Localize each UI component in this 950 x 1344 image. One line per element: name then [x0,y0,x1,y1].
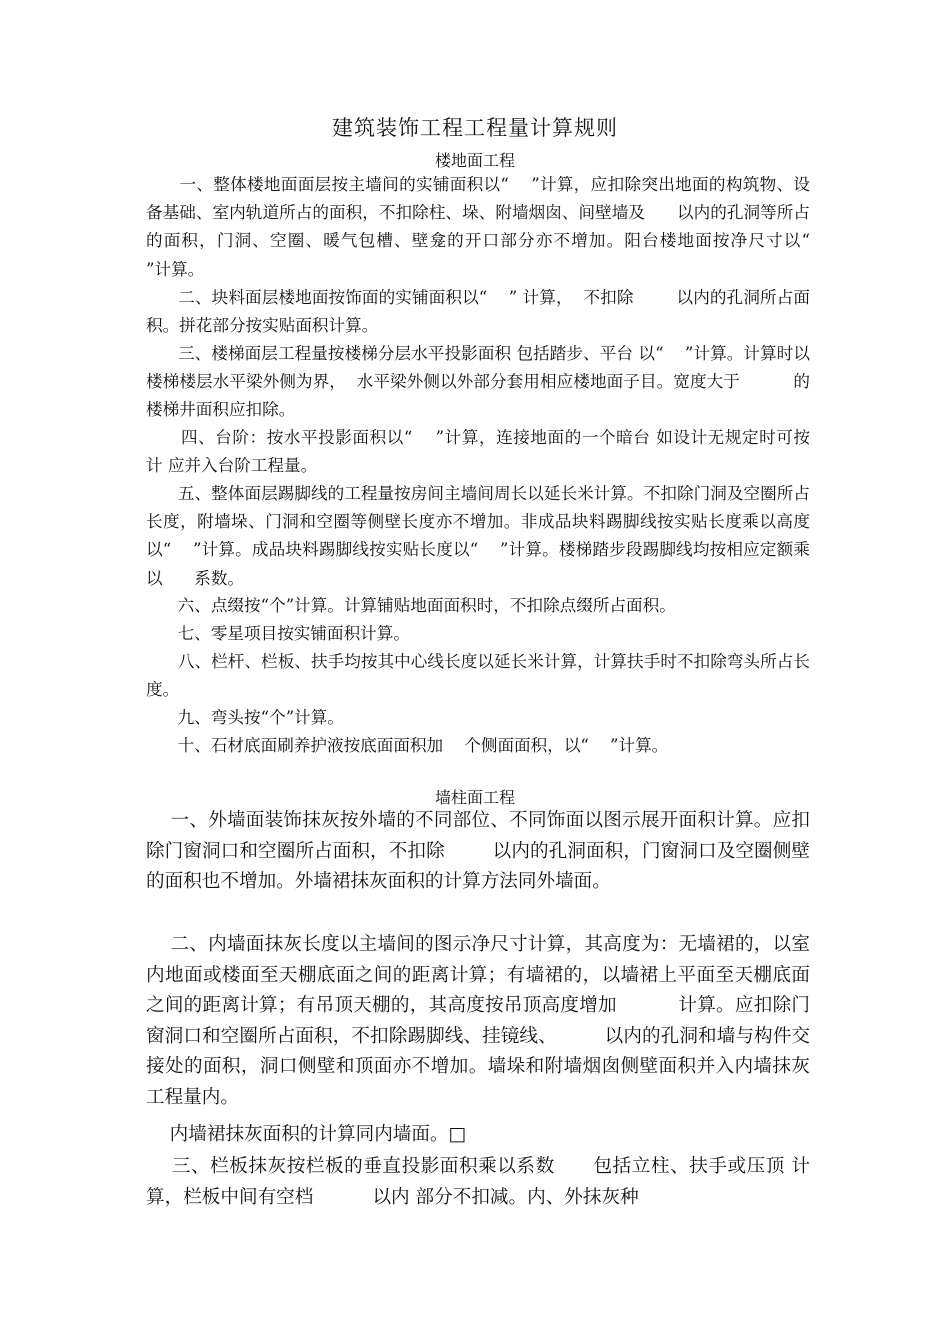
wall-paragraph-2: 二、内墙面抹灰长度以主墙间的图示净尺寸计算，其高度为：无墙裙的，以室内地面或楼面至天棚底面之间的距离计算；有墙裙的，以墙裙上平面至天棚底面之间的距离计算；有吊顶天棚的，其高度按吊顶高度增加 计算。应扣除门窗洞口和空圈所占面积，不扣除踢脚线、挂镜线、 以内的孔洞和墙与构件交接处的面积，洞口侧壁和顶面亦不增加。墙垛和附墙烟囱侧壁面积并入内墙抹灰工程量内。 [146,934,810,1108]
wall-paragraph-4: 三、栏板抹灰按栏板的垂直投影面积乘以系数 包括立柱、扶手或压顶 计算，栏板中间有空档 以内 部分不扣减。内、外抹灰种 [146,1156,810,1208]
section-heading-floor: 楼地面工程 [434,151,515,170]
floor-paragraph-3: 三、楼梯面层工程量按楼梯分层水平投影面积 包括踏步、平台 以“ ”计算。计算时以楼梯楼层水平梁外侧为界， 水平梁外侧以外部分套用相应楼地面子目。宽度大于 的楼梯井面积应扣除。 [146,344,810,420]
floor-paragraph-5: 五、整体面层踢脚线的工程量按房间主墙间周长以延长米计算。不扣除门洞及空圈所占长度，附墙垛、门洞和空圈等侧壁长度亦不增加。非成品块料踢脚线按实贴长度乘以高度以“ ”计算。成品块料踢脚线按实贴长度以“ ”计算。楼梯踏步段踢脚线均按相应定额乘以 系数。 [146,484,810,588]
floor-paragraph-6: 六、点缀按“个”计算。计算铺贴地面面积时，不扣除点缀所占面积。 [146,596,676,615]
section-heading-wall: 墙柱面工程 [434,788,515,807]
wall-paragraph-1: 一、外墙面装饰抹灰按外墙的不同部位、不同饰面以图示展开面积计算。应扣除门窗洞口和空圈所占面积，不扣除 以内的孔洞面积，门窗洞口及空圈侧壁的面积也不增加。外墙裙抹灰面积的计算方法同外墙面。 [146,810,810,892]
floor-paragraph-4: 四、台阶：按水平投影面积以“ ”计算，连接地面的一个暗台 如设计无规定时可按 计 应并入台阶工程量。 [146,428,863,476]
floor-paragraph-9: 九、弯头按“个”计算。 [146,708,344,727]
floor-paragraph-8: 八、栏杆、栏板、扶手均按其中心线长度以延长米计算，计算扶手时不扣除弯头所占长度。 [146,652,810,700]
floor-paragraph-2: 二、块料面层楼地面按饰面的实铺面积以“ ” 计算， 不扣除 以内的孔洞所占面积。拼花部分按实贴面积计算。 [146,288,810,336]
document-title: 建筑装饰工程工程量计算规则 [332,116,618,140]
floor-paragraph-1: 一、整体楼地面面层按主墙间的实铺面积以“ ”计算，应扣除突出地面的构筑物、设备基础、室内轨道所占的面积，不扣除柱、垛、附墙烟囱、间壁墙及 以内的孔洞等所占的面积，门洞、空圈、暖气包槽、壁龛的开口部分亦不增加。阳台楼地面按净尺寸以“ ”计算。 [146,175,832,279]
wall-paragraph-3: 内墙裙抹灰面积的计算同内墙面。□ [146,1124,467,1145]
floor-paragraph-7: 七、零星项目按实铺面积计算。 [146,624,410,643]
floor-paragraph-10: 十、石材底面刷养护液按底面面积加 个侧面面积，以“ ”计算。 [146,736,669,755]
